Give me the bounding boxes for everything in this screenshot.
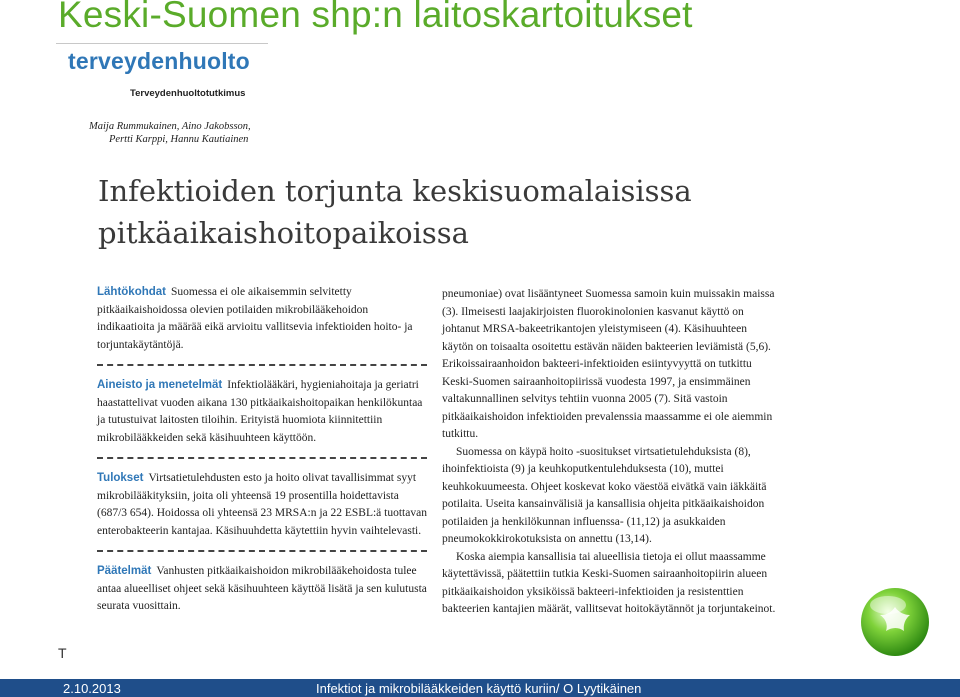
cropped-text-stub: T xyxy=(58,645,67,661)
abstract-column xyxy=(97,284,427,616)
section-heading: Lähtökohdat xyxy=(97,286,166,298)
article-title-line-2: pitkäaikaishoitopaikoissa xyxy=(98,216,469,250)
authors-line-1: Maija Rummukainen, Aino Jakobsson, xyxy=(89,121,251,132)
dashed-divider xyxy=(97,550,427,553)
header-rule xyxy=(56,43,268,44)
abstract-section xyxy=(97,377,427,447)
footer-caption: Infektiot ja mikrobilääkkeiden käyttö kuriin/ O Lyytikäinen xyxy=(313,680,644,697)
section-heading: Päätelmät xyxy=(97,565,152,577)
authors xyxy=(89,120,251,146)
body-paragraph: Koska aiempia kansallisia tai alueellisia tietoja ei ollut maassamme käytettävissä, päätettiin tutkia Keski-Suomen sairaanhoitopiirin alueen pitkäaikaishoidon yksiköissä bakteeri-infektioiden ja resistenttien bakteerien kantajien määrät, vallitsevat hoitokäytännöt ja torjuntakeinot. xyxy=(442,550,776,615)
journal-name: terveydenhuolto xyxy=(68,48,250,74)
section-text: Virtsatietulehdusten esto ja hoito olivat tavallisimmat syyt mikrobilääkityksiin, joita oli yhteensä 19 prosentilla hoidettavista (687/3 654). Hoidossa oli yhteensä 23 MRSA:n ja 22 ESBL:ä tuottavan enterobakteerin kantajaa. Käsihuuhdetta käytettiin hyvin vaihtelevasti. xyxy=(97,472,427,537)
section-text: Suomessa ei ole aikaisemmin selvitetty pitkäaikaishoidossa olevien potilaiden mikrobilääkehoidon indikaatioita ja määrää eikä arvioitu vallitsevia infektioiden hoito- ja torjuntakäytäntöjä. xyxy=(97,286,413,351)
abstract-section xyxy=(97,470,427,540)
footer-date: 2.10.2013 xyxy=(60,680,124,697)
body-paragraph: pneumoniae) ovat lisääntyneet Suomessa samoin kuin muissakin maissa (3). Ilmeisesti laajakirjoisten fluorokinolonien kasvanut käyttö on johtanut MRSA-bakeetrikantojen yleistymiseen (4). Käsihuuhteen käytön on toisaalta osoitettu estävän näiden bakteerien leviämistä (5,6). Erikoissairaanhoidon bakteeri-infektioiden esiintyvyyttä on tutkittu Keski-Suomen sairaanhoitopiirissä vuodesta 1997, ja ensimmäinen valtakunnallinen selvitys tehtiin vuonna 2005 (7). Sitä vastoin pitkäaikaishoidon infektioiden prevalenssia maassamme ei ole aiemmin tutkittu. xyxy=(442,288,775,440)
abstract-section xyxy=(97,284,427,354)
section-heading: Aineisto ja menetelmät xyxy=(97,379,223,391)
article-scan xyxy=(56,40,800,670)
body-column xyxy=(442,286,777,619)
section-heading: Tulokset xyxy=(97,472,144,484)
section-text: Vanhusten pitkäaikaishoidon mikrobilääkehoidosta tulee antaa alueelliset ohjeet sekä käsihuuhteen käyttöä lisätä ja sen kulutusta seurata vuosittain. xyxy=(97,565,427,612)
article-title-line-1: Infektioiden torjunta keskisuomalaisissa xyxy=(98,174,692,208)
article-title xyxy=(98,170,692,254)
authors-line-2: Pertti Karppi, Hannu Kautiainen xyxy=(109,134,249,145)
series-label: Terveydenhuoltotutkimus xyxy=(130,88,246,99)
dashed-divider xyxy=(97,457,427,460)
green-globe-icon xyxy=(858,585,932,659)
slide-title: Keski-Suomen shp:n laitoskartoitukset xyxy=(58,0,693,35)
dashed-divider xyxy=(97,364,427,367)
section-text: Infektiolääkäri, hygieniahoitaja ja geriatri haastattelivat vuoden aikana 130 pitkäaikaishoitopaikan henkilökuntaa ja tutustuivat laitosten tiloihin. Erityistä huomiota kiinnitettiin mikrobilääkkeiden sekä käsihuuhteen käyttöön. xyxy=(97,379,423,444)
body-paragraph: Suomessa on käypä hoito -suositukset virtsatietulehduksista (8), ihoinfektioista (9) ja keuhkoputkentulehduksesta (10), muttei keuhkokuumeesta. Ohjeet koskevat koko väestöä eivätkä vain iäkkäitä potilaita. Useita kansainvälisiä ja kansallisia ohjeita pitkäaikaishoidon potilaiden ja henkilökunnan influenssa- (11,12) ja asukkaiden pneumokokkirokotuksista on annettu (13,14). xyxy=(442,445,767,545)
abstract-section xyxy=(97,563,427,616)
